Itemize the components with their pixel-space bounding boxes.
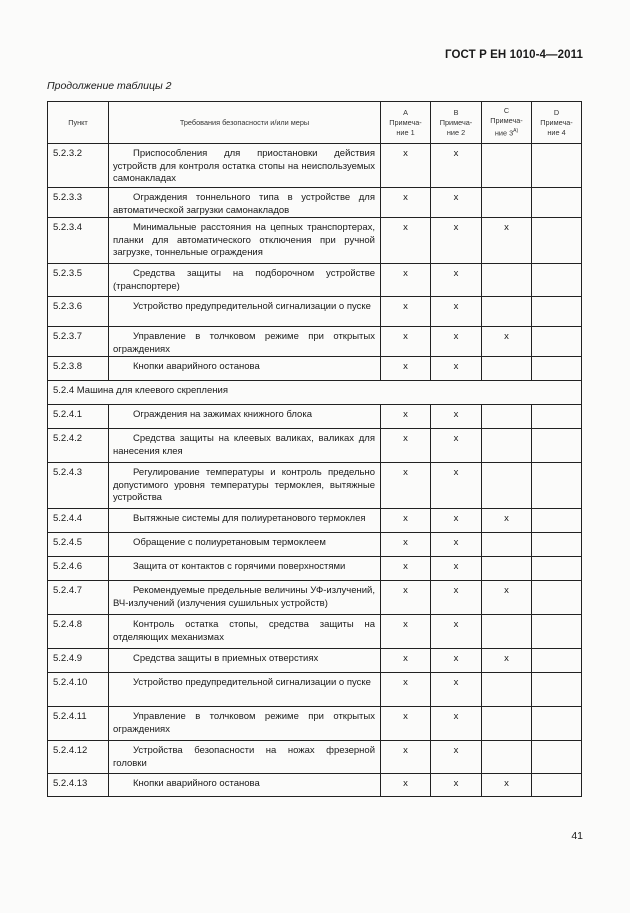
row-requirement: Минимальные расстояния на цепных транспортерах, планки для автоматического отключения при ручной загрузке, тоннельные ограждения xyxy=(109,218,381,264)
row-mark-d xyxy=(532,774,582,797)
row-mark-b: x xyxy=(431,357,482,381)
row-mark-a: x xyxy=(381,297,431,327)
row-requirement: Средства защиты на подборочном устройстве (транспортере) xyxy=(109,264,381,297)
row-requirement: Ограждения на зажимах книжного блока xyxy=(109,405,381,429)
row-item-number: 5.2.3.6 xyxy=(48,297,109,327)
section-row-group xyxy=(48,381,582,405)
row-mark-a: x xyxy=(381,673,431,707)
row-item-number: 5.2.3.3 xyxy=(48,188,109,218)
page-number: 41 xyxy=(571,830,583,842)
col-header-b: B Примеча- ние 2 xyxy=(431,102,482,144)
table-row xyxy=(48,218,582,264)
row-requirement: Устройства безопасности на ножах фрезерной головки xyxy=(109,741,381,774)
row-mark-a: x xyxy=(381,327,431,357)
section-row xyxy=(48,381,582,405)
row-mark-c xyxy=(482,533,532,557)
row-item-number: 5.2.4.7 xyxy=(48,581,109,615)
table-row xyxy=(48,533,582,557)
row-mark-c xyxy=(482,673,532,707)
table-header-row xyxy=(48,102,582,144)
row-item-number: 5.2.4.8 xyxy=(48,615,109,649)
row-mark-d xyxy=(532,327,582,357)
row-item-number: 5.2.4.3 xyxy=(48,463,109,509)
row-item-number: 5.2.3.4 xyxy=(48,218,109,264)
section-title: 5.2.4 Машина для клеевого скрепления xyxy=(48,381,582,405)
row-mark-d xyxy=(532,144,582,188)
row-item-number: 5.2.4.11 xyxy=(48,707,109,741)
row-mark-b: x xyxy=(431,774,482,797)
row-mark-a: x xyxy=(381,218,431,264)
row-mark-b: x xyxy=(431,557,482,581)
row-mark-b: x xyxy=(431,707,482,741)
row-mark-b: x xyxy=(431,673,482,707)
col-header-item: Пункт xyxy=(48,102,109,144)
row-mark-b: x xyxy=(431,264,482,297)
col-header-d: D Примеча- ние 4 xyxy=(532,102,582,144)
row-mark-c xyxy=(482,357,532,381)
row-requirement: Контроль остатка стопы, средства защиты на отделяющих механизмах xyxy=(109,615,381,649)
table-row xyxy=(48,297,582,327)
row-mark-d xyxy=(532,581,582,615)
row-requirement: Приспособления для приостановки действия устройств для контроля остатка стопы на неиспользуемых самонакладах xyxy=(109,144,381,188)
row-mark-d xyxy=(532,463,582,509)
row-mark-a: x xyxy=(381,188,431,218)
row-item-number: 5.2.4.12 xyxy=(48,741,109,774)
table-row xyxy=(48,774,582,797)
row-mark-a: x xyxy=(381,615,431,649)
col-header-requirements: Требования безопасности и/или меры xyxy=(109,102,381,144)
row-mark-d xyxy=(532,429,582,463)
row-mark-d xyxy=(532,557,582,581)
table-row xyxy=(48,429,582,463)
row-mark-a: x xyxy=(381,463,431,509)
row-mark-d xyxy=(532,533,582,557)
row-mark-d xyxy=(532,615,582,649)
row-mark-a: x xyxy=(381,557,431,581)
row-mark-c xyxy=(482,463,532,509)
row-mark-c: x xyxy=(482,509,532,533)
row-mark-b: x xyxy=(431,327,482,357)
row-item-number: 5.2.3.2 xyxy=(48,144,109,188)
row-mark-a: x xyxy=(381,774,431,797)
row-requirement: Средства защиты в приемных отверстиях xyxy=(109,649,381,673)
table-body-5-2-3 xyxy=(48,144,582,381)
row-requirement: Рекомендуемые предельные величины УФ-излучений, ВЧ-излучений (излучения сушильных устройств) xyxy=(109,581,381,615)
row-mark-d xyxy=(532,707,582,741)
row-mark-b: x xyxy=(431,188,482,218)
row-requirement: Вытяжные системы для полиуретанового термоклея xyxy=(109,509,381,533)
row-requirement: Кнопки аварийного останова xyxy=(109,357,381,381)
row-requirement: Защита от контактов с горячими поверхностями xyxy=(109,557,381,581)
row-mark-b: x xyxy=(431,615,482,649)
col-header-a: A Примеча- ние 1 xyxy=(381,102,431,144)
row-item-number: 5.2.4.2 xyxy=(48,429,109,463)
row-mark-a: x xyxy=(381,509,431,533)
row-item-number: 5.2.4.5 xyxy=(48,533,109,557)
table-row xyxy=(48,741,582,774)
row-mark-d xyxy=(532,741,582,774)
row-item-number: 5.2.4.10 xyxy=(48,673,109,707)
row-mark-d xyxy=(532,649,582,673)
table-row xyxy=(48,357,582,381)
row-mark-c: x xyxy=(482,327,532,357)
row-mark-b: x xyxy=(431,741,482,774)
table-row xyxy=(48,557,582,581)
row-mark-b: x xyxy=(431,533,482,557)
row-requirement: Устройство предупредительной сигнализации о пуске xyxy=(109,673,381,707)
row-requirement: Средства защиты на клеевых валиках, валиках для нанесения клея xyxy=(109,429,381,463)
row-mark-b: x xyxy=(431,218,482,264)
row-item-number: 5.2.4.9 xyxy=(48,649,109,673)
row-mark-d xyxy=(532,297,582,327)
table-row xyxy=(48,327,582,357)
row-mark-d xyxy=(532,673,582,707)
row-requirement: Устройство предупредительной сигнализации о пуске xyxy=(109,297,381,327)
row-mark-c xyxy=(482,405,532,429)
row-mark-c: x xyxy=(482,218,532,264)
row-mark-c xyxy=(482,188,532,218)
table-row xyxy=(48,509,582,533)
row-requirement: Кнопки аварийного останова xyxy=(109,774,381,797)
row-mark-d xyxy=(532,405,582,429)
row-mark-c xyxy=(482,557,532,581)
row-mark-c xyxy=(482,615,532,649)
row-item-number: 5.2.4.6 xyxy=(48,557,109,581)
row-mark-c: x xyxy=(482,649,532,673)
row-item-number: 5.2.4.1 xyxy=(48,405,109,429)
row-mark-a: x xyxy=(381,405,431,429)
row-mark-a: x xyxy=(381,429,431,463)
row-mark-b: x xyxy=(431,581,482,615)
col-header-c: C Примеча- ние $3^{A)}$ xyxy=(482,102,532,144)
table-body-5-2-4 xyxy=(48,405,582,797)
row-item-number: 5.2.4.13 xyxy=(48,774,109,797)
row-mark-a: x xyxy=(381,741,431,774)
row-mark-d xyxy=(532,509,582,533)
row-mark-a: x xyxy=(381,707,431,741)
row-mark-b: x xyxy=(431,429,482,463)
row-item-number: 5.2.3.5 xyxy=(48,264,109,297)
row-mark-b: x xyxy=(431,144,482,188)
table-row xyxy=(48,615,582,649)
row-item-number: 5.2.3.8 xyxy=(48,357,109,381)
row-mark-d xyxy=(532,218,582,264)
row-mark-d xyxy=(532,188,582,218)
table-row xyxy=(48,463,582,509)
row-mark-b: x xyxy=(431,509,482,533)
table-caption: Продолжение таблицы 2 xyxy=(47,80,172,92)
row-mark-c: x xyxy=(482,774,532,797)
requirements-table xyxy=(47,101,582,797)
row-mark-a: x xyxy=(381,581,431,615)
row-mark-a: x xyxy=(381,144,431,188)
row-mark-b: x xyxy=(431,297,482,327)
row-mark-a: x xyxy=(381,357,431,381)
row-mark-c xyxy=(482,741,532,774)
table-row xyxy=(48,581,582,615)
row-mark-a: x xyxy=(381,649,431,673)
row-mark-a: x xyxy=(381,264,431,297)
row-mark-b: x xyxy=(431,463,482,509)
row-mark-c: x xyxy=(482,581,532,615)
row-mark-d xyxy=(532,264,582,297)
table-row xyxy=(48,707,582,741)
row-mark-c xyxy=(482,144,532,188)
table-row xyxy=(48,649,582,673)
row-mark-b: x xyxy=(431,405,482,429)
row-mark-c xyxy=(482,297,532,327)
table-row xyxy=(48,264,582,297)
row-mark-b: x xyxy=(431,649,482,673)
table-row xyxy=(48,673,582,707)
row-item-number: 5.2.4.4 xyxy=(48,509,109,533)
row-mark-d xyxy=(532,357,582,381)
table-row xyxy=(48,144,582,188)
row-requirement: Регулирование температуры и контроль предельно допустимого уровня температуры термоклея, вытяжные устройства xyxy=(109,463,381,509)
row-requirement: Обращение с полиуретановым термоклеем xyxy=(109,533,381,557)
row-item-number: 5.2.3.7 xyxy=(48,327,109,357)
row-mark-a: x xyxy=(381,533,431,557)
row-requirement: Управление в толчковом режиме при открытых ограждениях xyxy=(109,707,381,741)
row-mark-c xyxy=(482,264,532,297)
row-mark-c xyxy=(482,429,532,463)
document-id: ГОСТ Р ЕН 1010-4—2011 xyxy=(445,49,583,61)
table-row xyxy=(48,405,582,429)
table-row xyxy=(48,188,582,218)
row-requirement: Управление в толчковом режиме при открытых ограждениях xyxy=(109,327,381,357)
row-requirement: Ограждения тоннельного типа в устройстве для автоматической загрузки самонакладов xyxy=(109,188,381,218)
row-mark-c xyxy=(482,707,532,741)
